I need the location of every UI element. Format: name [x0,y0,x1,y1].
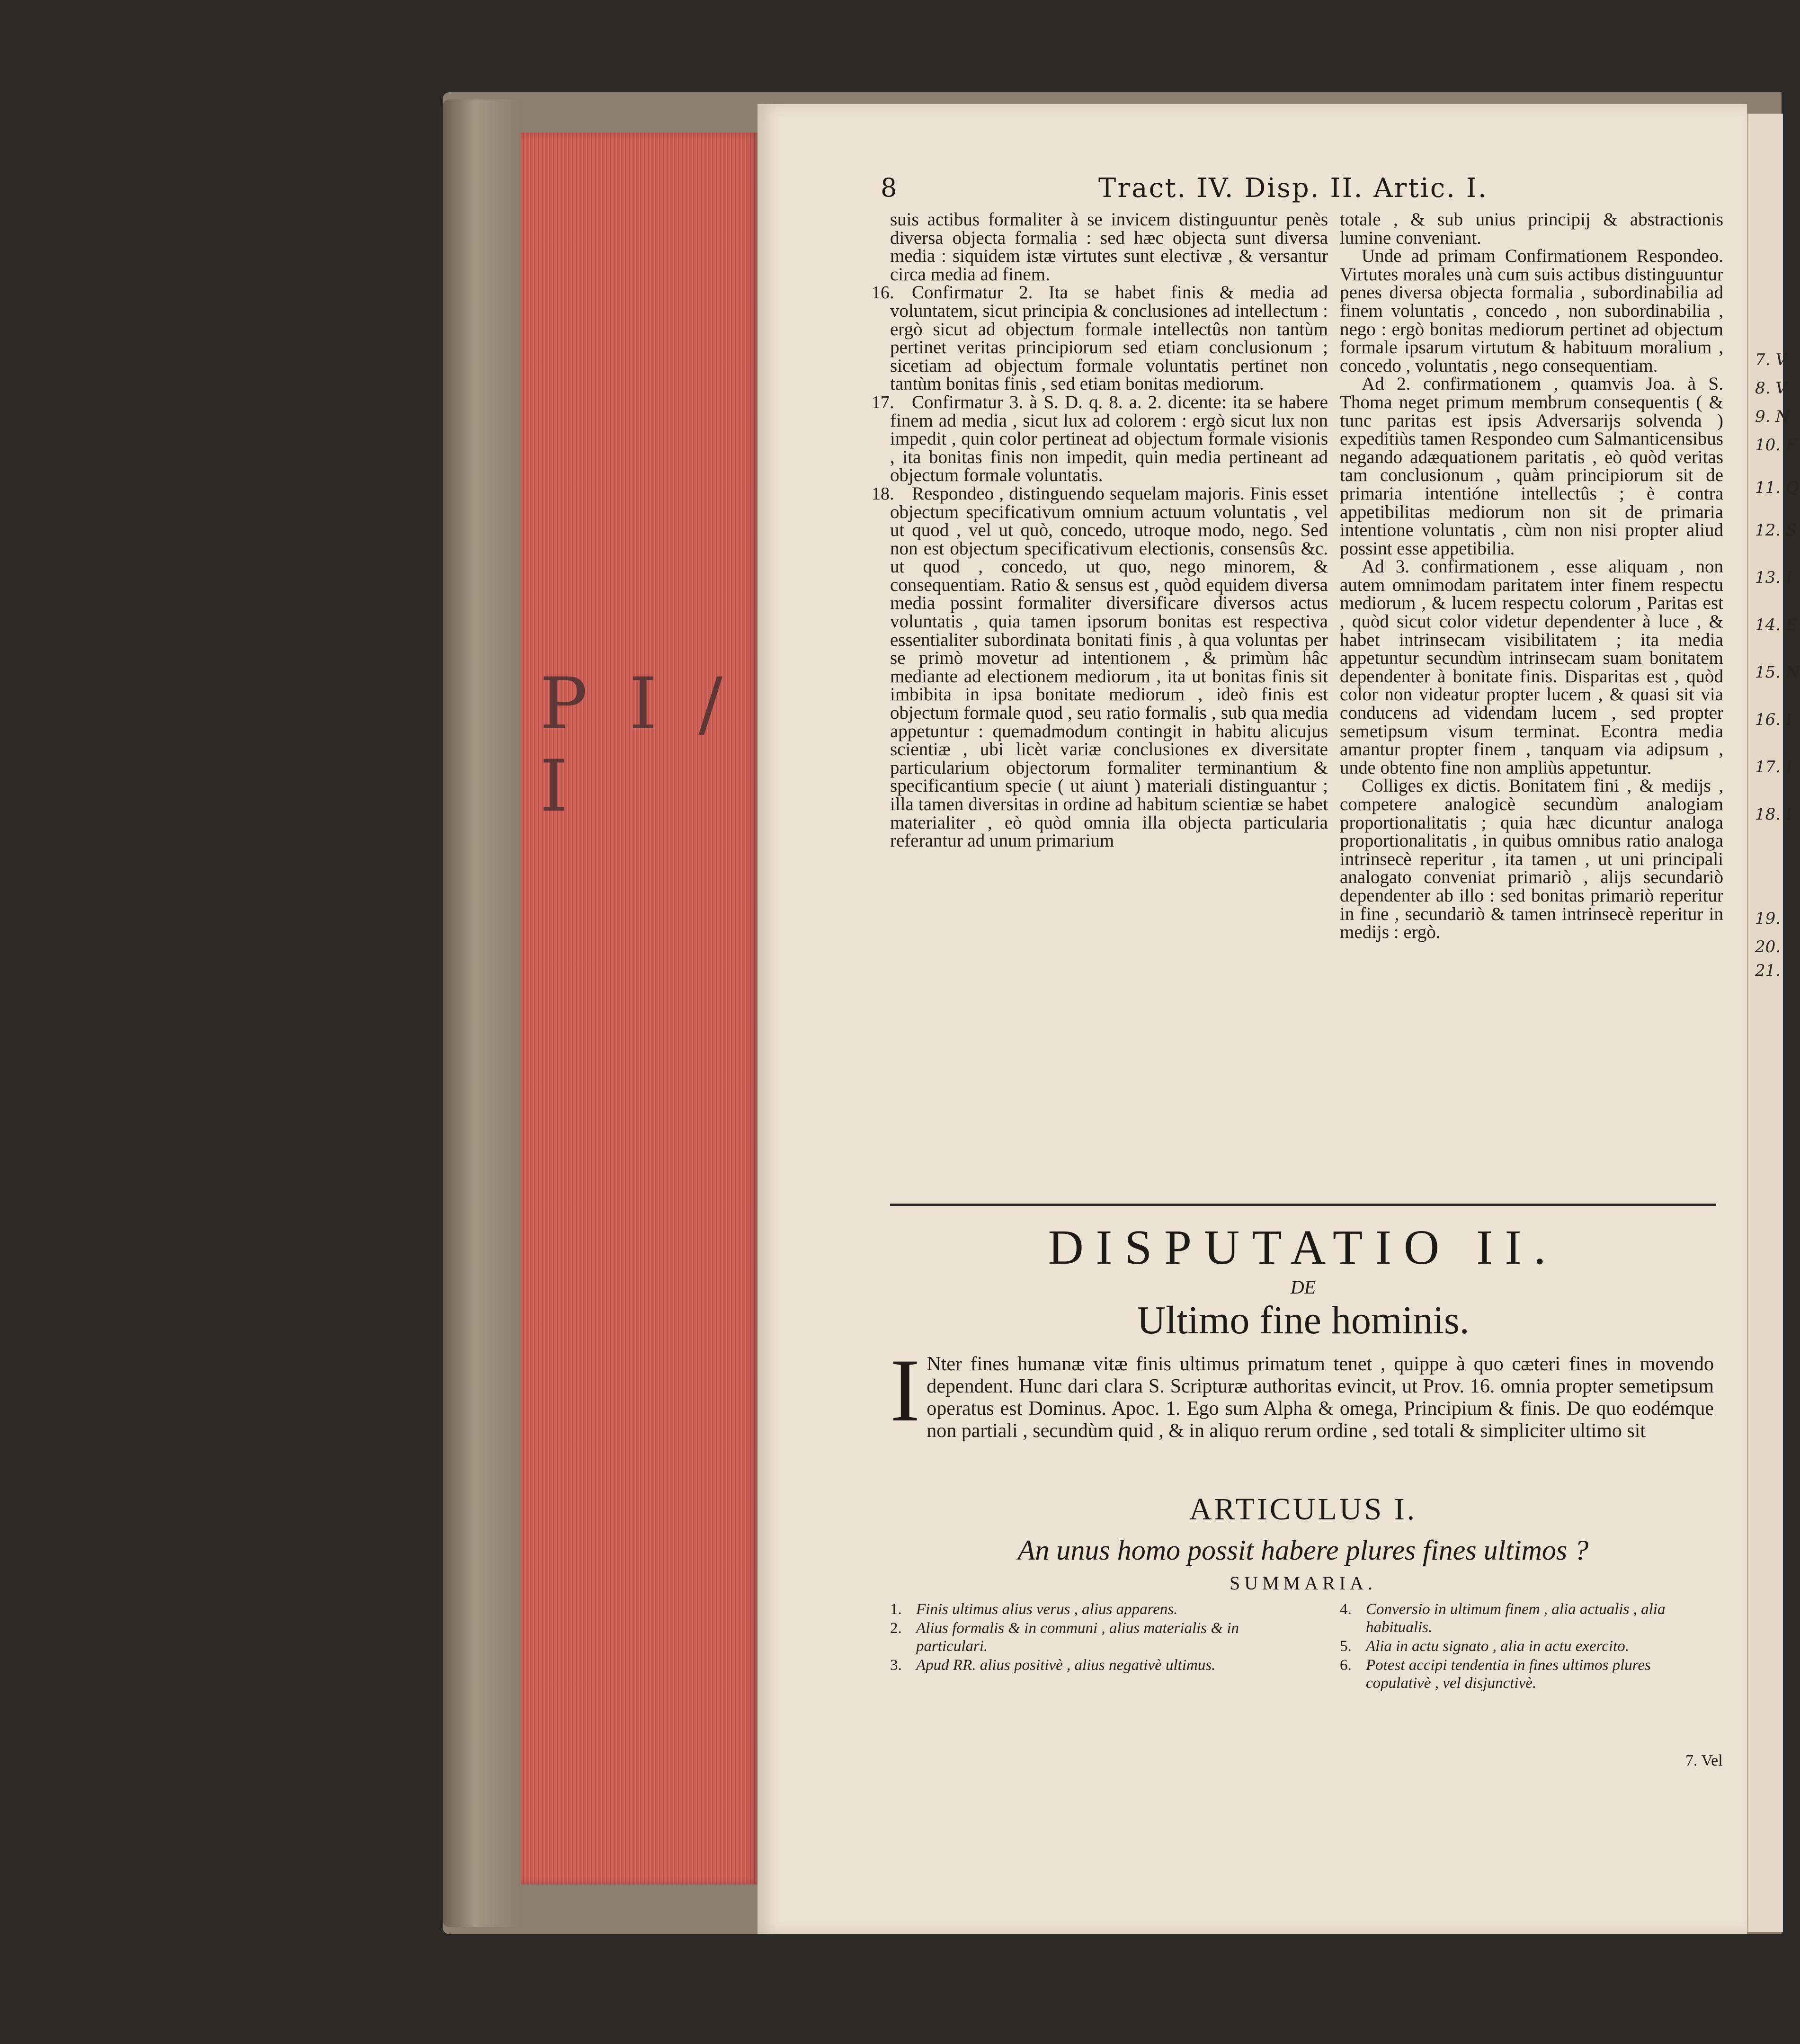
margin-number: 14. E [1755,616,1798,634]
margin-number: 17. I [1755,758,1792,777]
margin-number: 15. N [1755,663,1800,682]
margin-number: 7. V [1755,350,1787,369]
disputatio-title: DISPUTATIO II. [1048,1220,1559,1275]
book-binding [443,99,523,1927]
margin-number: 16. I [1755,710,1792,729]
catchword: 7. Vel [1685,1752,1723,1769]
left-column [872,209,1328,851]
margin-number: 21. [1755,961,1781,980]
summaria-item: 1. Finis ultimus alius verus , alius apparens. [890,1601,1178,1618]
articulus-title: ARTICULUS I. [1189,1492,1417,1526]
running-head [881,173,1700,206]
summaria-item: 5. Alia in actu signato , alia in actu exercito. [1340,1638,1630,1655]
disputatio-intro [890,1341,1714,1442]
section-rule [890,1204,1716,1206]
disputatio-subtitle: Ultimo fine hominis. [1137,1298,1470,1342]
paragraph: suis actibus formaliter à se invicem distinguuntur penès diversa objecta formalia : sed hæc objecta sunt diversa media : siquidem istæ virtutes sunt electivæ , & versantur circa media ad finem. [890,209,1328,285]
paragraph: 17. Confirmatur 3. à S. D. q. 8. a. 2. dicente: ita se habere finem ad media , sicut lux ad colorem : ergò sicut lux non impedit , quin color pertineat ad objectum formale visionis , ita bonitas finis non impedit, quin media pertineant ad objectum formale voluntatis. [890,393,1328,485]
summaria-item: 2. Alius formalis & in communi , alius materialis & in particulari. [890,1620,1239,1655]
paragraph: Colliges ex dictis. Bonitatem fini , & medijs , competere analogicè secundùm analogiam proportionalitatis ; quia hæc dicuntur analoga proportionalitatis , in quibus omnibus ratio analoga intrinsecè reperitur , ita tamen , ut uni principali analogato conveniat primariò , alijs secundariò dependenter ab illo : sed bonitas primariò reperitur in fine , secundariò & tamen intrinsecè reperitur in medijs : ergò. [1340,776,1723,943]
next-page-margin [1747,114,1800,1932]
margin-number: 13. I [1755,568,1792,587]
paragraph: 18. Respondeo , distinguendo sequelam majoris. Finis esset objectum specificativum omnium actuum voluntatis , vel ut quod , vel ut quò, concedo, utroque modo, nego. Sed non est objectum specificativum electionis, consensûs &c. ut quod , concedo, ut quo, nego minorem, & consequentiam. Ratio & sensus est , quòd equidem diversa media possint formaliter diversificare diversos actus voluntatis , quia tamen ipsorum bonitas est respectiva essentialiter subordinata bonitati finis , à qua voluntas per se primò movetur ad intentionem , & primùm hâc mediante ad electionem mediorum , ita ut bonitas finis sit imbibita in ipsa bonitate mediorum , ideò finis est objectum formale quod , seu ratio formalis , sub qua media appetuntur : quemadmodum contingit in habitu alicujus scientiæ , ubi licèt variæ conclusiones ex diversitate particularium objectorum formaliter terminantium & specificantium specie ( ut aiunt ) materiali distinguantur ; illa tamen diversitas in ordine ad habitum scientiæ se habet materialiter , eò quòd omnia illa objecta particularia referantur ad unum primarium [890,485,1328,850]
summaria-label: SUMMARIA. [1229,1572,1377,1594]
page-edge [521,133,757,1884]
paragraph: Ad 3. confirmationem , esse aliquam , non autem omnimodam paritatem inter finem respectu mediorum , & lucem respectu colorum , Paritas est , quòd sicut color videtur dependenter à luce , & habet intrinsecam visibilitatem ; ita media appetuntur secundùm intrinsecam suam bonitatem dependenter à bonitate finis. Disparitas est , quòd color non videatur propter lucem , & quasi sit via conducens ad videndam lucem , sed propter semetipsum visum terminat. Econtra media amantur propter finem , tanquam via adipsum , unde obtento fine non ampliùs appetuntur. [1340,556,1723,778]
margin-number: 10. F [1755,436,1797,455]
summaria-item: 3. Apud RR. alius positivè , alius negativè ultimus. [890,1657,1216,1674]
margin-number: 19. [1755,909,1781,928]
summaria-item: 4. Conversio in ultimum finem , alia actualis , alia habitualis. [1340,1601,1666,1636]
paragraph-number: 16. [872,283,894,303]
paragraph: totale , & sub unius principij & abstractionis lumine conveniant. [1340,209,1723,248]
summaria-right [1340,1600,1719,1693]
running-title: Tract. IV. Disp. II. Artic. I. [1098,173,1488,204]
right-column [1340,211,1723,942]
margin-number: 20. [1755,937,1781,956]
page-number: 8 [881,173,897,203]
margin-number: 9. N [1755,407,1790,426]
articulus-question: An unus homo possit habere plures fines ultimos ? [1017,1535,1589,1566]
summaria-left [890,1600,1297,1675]
margin-number: 12. S [1755,521,1797,540]
margin-number: 11. Q [1755,478,1799,497]
margin-number: 18. I [1755,805,1792,824]
paragraph: Unde ad primam Confirmationem Respondeo. Virtutes morales unà cum suis actibus distinguuntur penes diversa objecta formalia , subordinabilia ad finem voluntatis , concedo , non subordinabilia , nego : ergò bonitas mediorum pertinet ad objectum formale ipsarum virtutum & habituum moralium , concedo , voluntatis , nego consequentiam. [1340,246,1723,376]
paragraph: Ad 2. confirmationem , quamvis Joa. à S. Thoma neget primum membrum consequentis ( & tunc paritas est ipsis Adversarijs solvenda ) expeditiùs tamen Respondeo cum Salmanticensibus negando adæquationem paritatis , eò quòd veritas tam conclusionum , quàm principiorum sit de primaria intentióne intellectûs ; è contra appetibilitas mediorum non sit de primaria intentione voluntatis , cùm non nisi propter aliud possint esse appetibilia. [1340,374,1723,559]
intro-text: Nter fines humanæ vitæ finis ultimus primatum tenet , quippe à quo cæteri fines in movendo dependent. Hunc dari clara S. Scripturæ authoritas evincit, ut Prov. 16. omnia propter semetipsum operatus est Dominus. Apoc. 1. Ego sum Alpha & omega, Principium & finis. De quo eodémque non partiali , secundùm quid , & in aliquo rerum ordine , sed totali & simpliciter ultimo sit [927,1353,1714,1442]
disputatio-de: DE [1290,1276,1316,1298]
paragraph: 16. Confirmatur 2. Ita se habet finis & media ad voluntatem, sicut principia & conclusiones ad intellectum : ergò sicut ad objectum formale intellectûs non tantùm pertinet veritas principiorum sed etiam conclusionum ; sicetiam ad objectum formale voluntatis pertinet non tantùm bonitas finis , sed etiam bonitas mediorum. [890,284,1328,393]
summaria-item: 6. Potest accipi tendentia in fines ultimos plures copulativè , vel disjunctivè. [1340,1657,1651,1692]
paragraph-number: 17. [872,392,894,412]
margin-number: 8. V [1755,379,1787,398]
paragraph-number: 18. [872,483,894,504]
drop-cap: I [890,1341,920,1440]
edge-stamp: P I / I [540,663,732,828]
